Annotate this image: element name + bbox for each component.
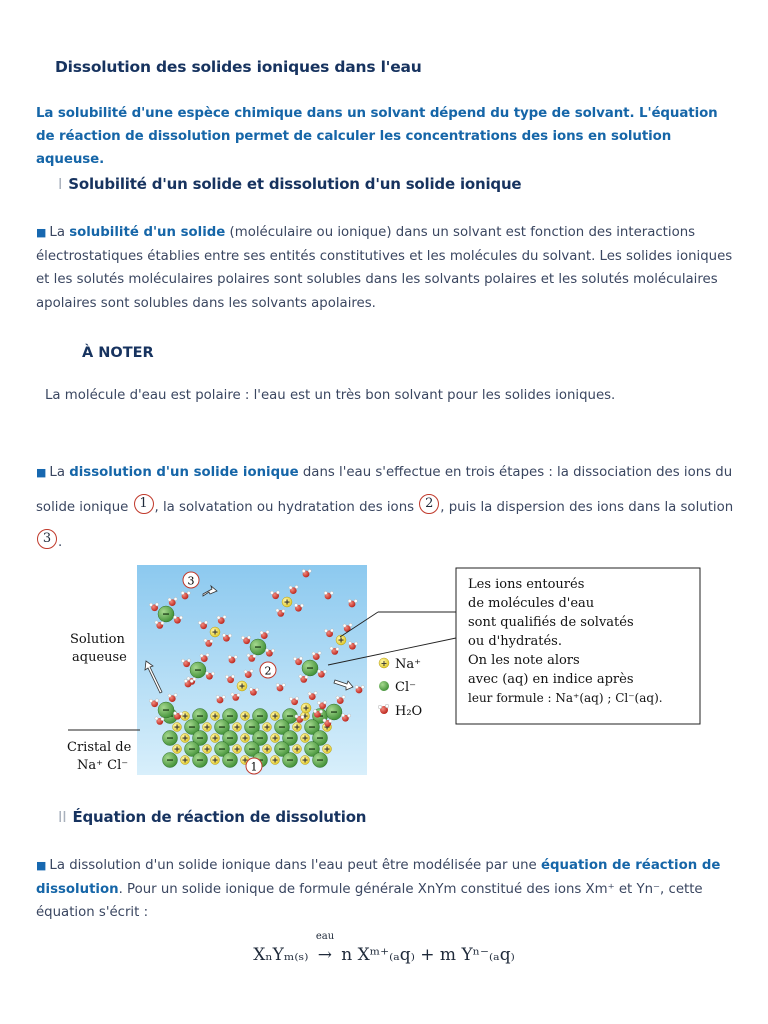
p2-b: , la solvatation ou hydratation des ions xyxy=(154,500,419,515)
plus-sign xyxy=(305,758,306,763)
minus-sign xyxy=(189,726,195,727)
water-hydrogen xyxy=(187,659,190,662)
water-hydrogen xyxy=(289,586,292,589)
water-hydrogen xyxy=(299,657,302,660)
water-hydrogen xyxy=(237,693,240,696)
water-hydrogen xyxy=(255,688,258,691)
plus-sign xyxy=(305,736,306,741)
water-hydrogen xyxy=(308,692,311,695)
minus-sign xyxy=(227,759,233,760)
water-hydrogen xyxy=(184,679,187,682)
water-hydrogen xyxy=(222,695,225,698)
water-hydrogen xyxy=(361,685,364,688)
plus-sign xyxy=(242,684,243,689)
water-hydrogen xyxy=(149,603,152,606)
legend-h2o-label: H₂O xyxy=(395,704,423,719)
water-hydrogen xyxy=(355,685,358,688)
step-1-marker: 1 xyxy=(134,494,154,514)
plus-sign xyxy=(185,736,186,741)
water-hydrogen xyxy=(330,591,333,594)
water-hydrogen xyxy=(173,712,176,715)
minus-sign xyxy=(279,726,285,727)
p2-c: , puis la dispersion des ions dans la solution xyxy=(440,500,734,515)
svg-text:+: + xyxy=(380,659,388,668)
water-hydrogen xyxy=(330,629,333,632)
water-hydrogen xyxy=(155,621,158,624)
plus-sign xyxy=(215,714,216,719)
water-hydrogen xyxy=(348,599,351,602)
legend-na-label: Na⁺ xyxy=(395,657,421,672)
water-hydrogen xyxy=(323,701,326,704)
water-hydrogen xyxy=(354,599,357,602)
water-hydrogen xyxy=(323,670,326,673)
water-hydrogen xyxy=(348,642,351,645)
water-hydrogen xyxy=(155,699,158,702)
water-hydrogen xyxy=(205,672,208,675)
water-hydrogen xyxy=(223,615,226,618)
water-hydrogen xyxy=(312,652,315,655)
plus-sign xyxy=(177,747,178,752)
water-hydrogen xyxy=(234,655,237,658)
water-hydrogen xyxy=(161,621,164,624)
plus-sign xyxy=(267,725,268,730)
p1-post: (moléculaire ou ionique) dans un solvant est fonction des interactions électrostatiques établies entre ses entités constitutives et les molécules du solvant. Les solides ioniques et les solutés moléculaires polaires sont solubles dans les solvants polaires et les solutés moléculaires apolaires sont solubles dans les solvants apolaires. xyxy=(36,225,733,311)
plus-sign xyxy=(327,747,328,752)
water-hydrogen xyxy=(231,675,234,678)
minus-sign xyxy=(227,715,233,716)
water-hydrogen xyxy=(336,647,339,650)
water-hydrogen xyxy=(265,649,268,652)
water-hydrogen xyxy=(276,609,279,612)
plus-sign xyxy=(306,706,307,711)
minus-sign xyxy=(287,737,293,738)
plus-sign xyxy=(207,747,208,752)
minus-sign xyxy=(227,737,233,738)
water-hydrogen xyxy=(276,591,279,594)
minus-sign xyxy=(163,613,169,614)
water-hydrogen xyxy=(244,670,247,673)
figure-marker-3-label: 3 xyxy=(187,574,195,588)
water-hydrogen xyxy=(228,634,231,637)
water-hydrogen xyxy=(271,649,274,652)
minus-sign xyxy=(287,759,293,760)
figure-marker-1-label: 1 xyxy=(250,760,258,774)
plus-sign xyxy=(185,714,186,719)
water-hydrogen xyxy=(198,621,201,624)
plus-sign xyxy=(275,736,276,741)
water-hydrogen xyxy=(249,688,252,691)
square-bullet-icon: ■ xyxy=(36,466,47,479)
minus-sign xyxy=(331,711,337,712)
figure-marker-2-label: 2 xyxy=(264,664,272,678)
note-text: La molécule d'eau est polaire : l'eau est un très bon solvant pour les solides ioniques. xyxy=(45,388,616,403)
section-2-number: II xyxy=(58,808,67,826)
paragraph-dissolution xyxy=(36,455,736,560)
water-hydrogen xyxy=(210,639,213,642)
plus-sign xyxy=(275,714,276,719)
minus-sign xyxy=(197,737,203,738)
water-hydrogen xyxy=(308,569,311,572)
minus-sign xyxy=(197,715,203,716)
plus-sign xyxy=(297,747,298,752)
water-hydrogen xyxy=(190,679,193,682)
water-hydrogen xyxy=(317,670,320,673)
plus-sign xyxy=(185,758,186,763)
plus-sign xyxy=(215,630,216,635)
minus-sign xyxy=(197,759,203,760)
minus-sign xyxy=(189,748,195,749)
water-hydrogen xyxy=(318,651,321,654)
water-hydrogen xyxy=(324,629,327,632)
water-hydrogen xyxy=(324,591,327,594)
minus-sign xyxy=(317,737,323,738)
p1-pre: La xyxy=(49,225,70,240)
label-solution: Solution xyxy=(70,632,125,647)
plus-sign xyxy=(245,714,246,719)
water-hydrogen xyxy=(174,597,177,600)
water-hydrogen xyxy=(161,717,164,720)
water-hydrogen xyxy=(253,654,256,657)
minus-sign xyxy=(219,748,225,749)
water-hydrogen xyxy=(260,631,263,634)
paragraph-equation xyxy=(36,854,736,925)
box-line: On les note alors xyxy=(468,653,580,668)
water-hydrogen xyxy=(181,591,184,594)
plus-sign xyxy=(245,736,246,741)
water-hydrogen xyxy=(149,699,152,702)
water-hydrogen xyxy=(206,653,209,656)
plus-sign xyxy=(305,714,306,719)
dissolution-figure xyxy=(60,560,720,785)
water-hydrogen xyxy=(354,642,357,645)
water-hydrogen xyxy=(301,715,304,718)
water-hydrogen xyxy=(295,585,298,588)
step-2-marker: 2 xyxy=(419,494,439,514)
label-aqueuse: aqueuse xyxy=(72,650,127,665)
water-hydrogen xyxy=(300,604,303,607)
p1-keyword: solubilité d'un solide xyxy=(69,225,226,240)
water-hydrogen xyxy=(231,693,234,696)
p3-keyword: équation de réaction de dissolution xyxy=(36,858,721,897)
step-3-marker: 3 xyxy=(37,529,57,549)
p3-post: . Pour un solide ionique de formule générale XnYm constitué des ions Xm⁺ et Yn⁻, cette équation s'écrit : xyxy=(36,881,703,920)
water-hydrogen xyxy=(204,621,207,624)
plus-sign xyxy=(275,758,276,763)
page-title: Dissolution des solides ioniques dans l'eau xyxy=(55,58,422,76)
box-line: leur formule : Na⁺(aq) ; Cl⁻(aq). xyxy=(468,691,663,705)
water-hydrogen xyxy=(173,616,176,619)
water-hydrogen xyxy=(187,591,190,594)
section-1-number: I xyxy=(58,175,63,193)
equation-condition: eau xyxy=(315,931,335,942)
plus-sign xyxy=(237,725,238,730)
p2-keyword: dissolution d'un solide ionique xyxy=(69,465,299,480)
plus-sign xyxy=(207,725,208,730)
box-line: Les ions entourés xyxy=(468,577,585,592)
intro-text: La solubilité d'une espèce chimique dans un solvant dépend du type de solvant. L'équation de réaction de dissolution permet de calculer les concentrations des ions en solution aqueuse. xyxy=(36,106,718,167)
water-hydrogen xyxy=(216,695,219,698)
water-hydrogen xyxy=(302,569,305,572)
section-2-heading xyxy=(58,808,366,826)
water-hydrogen xyxy=(343,624,346,627)
plus-sign xyxy=(341,638,342,643)
minus-sign xyxy=(249,748,255,749)
paragraph-solubility xyxy=(36,221,736,315)
water-hydrogen xyxy=(222,634,225,637)
plus-sign xyxy=(245,758,246,763)
water-hydrogen xyxy=(155,717,158,720)
minus-sign xyxy=(317,759,323,760)
water-hydrogen xyxy=(250,669,253,672)
legend-cl-label: Cl⁻ xyxy=(395,680,416,695)
p2-end: . xyxy=(58,535,63,550)
plus-sign xyxy=(267,747,268,752)
water-hydrogen xyxy=(336,696,339,699)
water-hydrogen xyxy=(282,609,285,612)
box-line: sont qualifiés de solvatés xyxy=(468,615,634,630)
note-title: À NOTER xyxy=(82,345,154,361)
plus-sign xyxy=(177,725,178,730)
minus-sign xyxy=(287,715,293,716)
minus-sign xyxy=(249,726,255,727)
square-bullet-icon: ■ xyxy=(36,226,47,239)
water-hydrogen xyxy=(270,591,273,594)
square-bullet-icon: ■ xyxy=(36,859,47,872)
water-hydrogen xyxy=(295,715,298,718)
water-hydrogen xyxy=(276,683,279,686)
water-hydrogen xyxy=(305,675,308,678)
section-1-title: Solubilité d'un solide et dissolution d'un solide ionique xyxy=(68,175,522,193)
plus-sign xyxy=(287,600,288,605)
water-hydrogen xyxy=(349,623,352,626)
legend xyxy=(378,657,422,719)
water-hydrogen xyxy=(193,677,196,680)
water-hydrogen xyxy=(293,657,296,660)
water-hydrogen xyxy=(282,683,285,686)
p2-a: dans l'eau s'effectue en trois étapes : la dissociation des ions du solide ionique xyxy=(36,465,733,515)
minus-sign xyxy=(195,669,201,670)
minus-sign xyxy=(257,737,263,738)
water-hydrogen xyxy=(319,710,322,713)
section-2-title: Équation de réaction de dissolution xyxy=(72,808,367,826)
minus-sign xyxy=(255,646,261,647)
plus-sign xyxy=(237,747,238,752)
water-hydrogen xyxy=(347,714,350,717)
box-line: ou d'hydratés. xyxy=(468,634,562,649)
water-hydrogen xyxy=(211,672,214,675)
water-hydrogen xyxy=(323,719,326,722)
minus-sign xyxy=(309,748,315,749)
water-hydrogen xyxy=(317,701,320,704)
water-hydrogen xyxy=(174,693,177,696)
p3-pre: La dissolution d'un solide ionique dans l'eau peut être modélisée par une xyxy=(49,858,541,873)
minus-sign xyxy=(307,667,313,668)
label-crystal-formula: Na⁺ Cl⁻ xyxy=(77,758,129,773)
water-hydrogen xyxy=(294,604,297,607)
water-hydrogen xyxy=(204,639,207,642)
water-hydrogen xyxy=(179,616,182,619)
water-hydrogen xyxy=(168,598,171,601)
water-hydrogen xyxy=(313,710,316,713)
dissolution-equation: XₙYₘ₍ₛ₎ eau → n Xᵐ⁺₍ₐq₎ + m Yⁿ⁻₍ₐq₎ xyxy=(253,931,515,965)
water-hydrogen xyxy=(187,677,190,680)
minus-sign xyxy=(219,726,225,727)
water-hydrogen xyxy=(155,603,158,606)
equation-rhs: n Xᵐ⁺₍ₐq₎ + m Yⁿ⁻₍ₐq₎ xyxy=(341,945,515,965)
box-line: avec (aq) en indice après xyxy=(468,672,634,687)
equation-lhs: XₙYₘ₍ₛ₎ xyxy=(253,945,309,965)
minus-sign xyxy=(163,709,169,710)
water-hydrogen xyxy=(342,695,345,698)
minus-sign xyxy=(309,726,315,727)
water-hydrogen xyxy=(329,719,332,722)
plus-sign xyxy=(297,725,298,730)
plus-sign xyxy=(215,758,216,763)
water-hydrogen xyxy=(299,675,302,678)
water-hydrogen xyxy=(200,654,203,657)
water-hydrogen xyxy=(247,654,250,657)
water-hydrogen xyxy=(341,714,344,717)
water-hydrogen xyxy=(330,647,333,650)
box-line: de molécules d'eau xyxy=(468,596,595,611)
water-hydrogen xyxy=(179,712,182,715)
water-hydrogen xyxy=(181,659,184,662)
water-hydrogen xyxy=(295,697,298,700)
water-hydrogen xyxy=(247,636,250,639)
plus-sign xyxy=(215,736,216,741)
water-hydrogen xyxy=(168,694,171,697)
section-1-heading xyxy=(58,175,521,193)
minus-sign xyxy=(257,715,263,716)
water-hydrogen xyxy=(314,691,317,694)
water-hydrogen xyxy=(241,636,244,639)
legend-cl-icon xyxy=(379,681,389,691)
label-crystal: Cristal de xyxy=(67,740,132,755)
water-hydrogen xyxy=(228,655,231,658)
minus-sign xyxy=(279,748,285,749)
minus-sign xyxy=(167,737,173,738)
water-hydrogen xyxy=(225,675,228,678)
water-hydrogen xyxy=(289,697,292,700)
p2-pre: La xyxy=(49,465,70,480)
minus-sign xyxy=(167,759,173,760)
water-hydrogen xyxy=(266,630,269,633)
water-hydrogen xyxy=(217,616,220,619)
